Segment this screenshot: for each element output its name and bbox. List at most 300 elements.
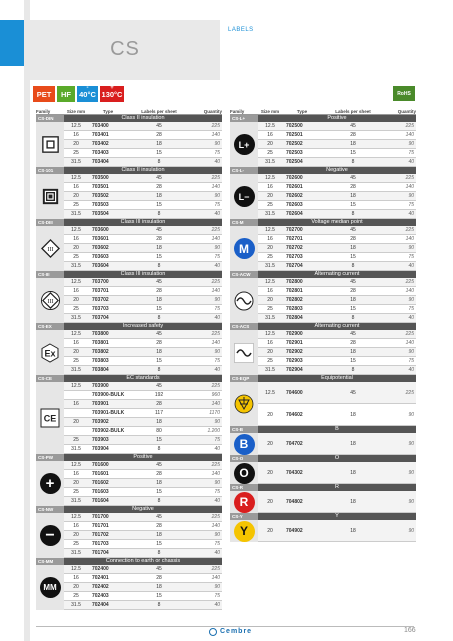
group-banner bbox=[36, 375, 222, 382]
size-cell: 25 bbox=[73, 254, 79, 260]
section-tab bbox=[0, 20, 24, 66]
group-banner bbox=[36, 167, 222, 174]
size-cell: 12.5 bbox=[265, 227, 275, 233]
type-cell: 703800 bbox=[92, 331, 109, 337]
size-cell: 20 bbox=[73, 297, 79, 303]
quantity-cell: 140 bbox=[211, 236, 220, 242]
type-cell: 702702 bbox=[286, 245, 303, 251]
family-code: CS-101 bbox=[36, 167, 64, 174]
labels-cell: 15 bbox=[350, 254, 356, 260]
size-cell: 16 bbox=[73, 471, 79, 477]
type-cell: 702503 bbox=[286, 150, 303, 156]
product-group bbox=[36, 323, 222, 375]
quantity-cell: 90 bbox=[214, 349, 220, 355]
type-cell: 703703 bbox=[92, 306, 109, 312]
group-banner bbox=[36, 323, 222, 330]
quantity-cell: 90 bbox=[214, 480, 220, 486]
labels-cell: 18 bbox=[156, 349, 162, 355]
quantity-cell: 140 bbox=[405, 132, 414, 138]
family-code: CS-NW bbox=[36, 506, 64, 513]
type-cell: 702802 bbox=[286, 297, 303, 303]
table-row bbox=[64, 149, 222, 158]
quantity-cell: 75 bbox=[408, 202, 414, 208]
type-cell: 703901 bbox=[92, 401, 109, 407]
quantity-cell: 225 bbox=[211, 462, 220, 468]
labels-cell: 18 bbox=[350, 440, 356, 447]
type-cell: 702404 bbox=[92, 602, 109, 608]
svg-text:CE: CE bbox=[43, 413, 57, 424]
labels-cell: 45 bbox=[156, 175, 162, 181]
size-cell: 16 bbox=[267, 288, 273, 294]
table-row bbox=[258, 210, 416, 219]
quantity-cell: 140 bbox=[405, 288, 414, 294]
table-row bbox=[64, 418, 222, 427]
group-banner bbox=[36, 219, 222, 226]
size-cell: 31.5 bbox=[71, 367, 81, 373]
size-cell: 25 bbox=[73, 437, 79, 443]
quantity-cell: 225 bbox=[211, 175, 220, 181]
labels-cell: 18 bbox=[350, 527, 356, 534]
group-banner bbox=[36, 115, 222, 122]
family-code: CS-III bbox=[36, 271, 64, 278]
type-cell: 702600 bbox=[286, 175, 303, 181]
labels-cell: 28 bbox=[350, 132, 356, 138]
table-row bbox=[64, 409, 222, 418]
type-cell: 702701 bbox=[286, 236, 303, 242]
quantity-cell: 140 bbox=[211, 523, 220, 529]
group-title: EC standards bbox=[64, 375, 222, 382]
size-cell: 12.5 bbox=[71, 175, 81, 181]
size-cell: 16 bbox=[73, 523, 79, 529]
group-title: Class III insulation bbox=[64, 219, 222, 226]
table-row bbox=[64, 262, 222, 271]
size-cell: 16 bbox=[267, 236, 273, 242]
table-row bbox=[258, 366, 416, 375]
quantity-cell: 225 bbox=[405, 331, 414, 337]
size-cell: 20 bbox=[267, 193, 273, 199]
type-cell: 703600 bbox=[92, 227, 109, 233]
family-code: CS-B bbox=[230, 426, 258, 433]
table-row bbox=[64, 296, 222, 305]
cembre-logo-icon bbox=[209, 628, 217, 636]
type-cell: 701603 bbox=[92, 489, 109, 495]
labels-cell: 8 bbox=[351, 367, 355, 373]
quantity-cell: 40 bbox=[214, 367, 220, 373]
group-title: Increased safety bbox=[64, 323, 222, 330]
quantity-cell: 40 bbox=[408, 315, 414, 321]
table-row bbox=[258, 192, 416, 201]
size-cell: 12.5 bbox=[265, 331, 275, 337]
size-cell: 20 bbox=[73, 245, 79, 251]
quantity-cell: 90 bbox=[408, 527, 414, 534]
type-cell: 702602 bbox=[286, 193, 303, 199]
product-group bbox=[230, 219, 416, 271]
table-header bbox=[230, 108, 416, 115]
quantity-cell: 90 bbox=[214, 141, 220, 147]
table-row bbox=[258, 122, 416, 131]
diamond-iii-filled-icon bbox=[41, 291, 60, 310]
table-row bbox=[258, 520, 416, 542]
header-size: Size mm bbox=[260, 108, 280, 114]
labels-cell: 45 bbox=[156, 514, 162, 520]
labels-cell: 45 bbox=[350, 389, 356, 396]
size-cell: 16 bbox=[73, 575, 79, 581]
type-cell: 702801 bbox=[286, 288, 303, 294]
group-banner bbox=[36, 454, 222, 461]
quantity-cell: 140 bbox=[405, 236, 414, 242]
hf-badge: HF bbox=[57, 86, 75, 102]
size-cell: 20 bbox=[267, 141, 273, 147]
quantity-cell: 140 bbox=[211, 340, 220, 346]
family-code: CS-ACS bbox=[230, 323, 258, 330]
table-row bbox=[64, 253, 222, 262]
family-code: CS-M bbox=[230, 219, 258, 226]
table-row bbox=[258, 287, 416, 296]
labels-cell: 18 bbox=[156, 141, 162, 147]
quantity-cell: 40 bbox=[408, 367, 414, 373]
cold-sign: - bbox=[86, 85, 89, 91]
header-family: Family bbox=[230, 108, 245, 114]
header-type: Type bbox=[102, 108, 114, 114]
quantity-cell: 225 bbox=[405, 123, 414, 129]
quantity-cell: 225 bbox=[211, 279, 220, 285]
size-cell: 31.5 bbox=[265, 159, 275, 165]
size-cell: 25 bbox=[73, 593, 79, 599]
product-group bbox=[36, 115, 222, 167]
product-group bbox=[36, 167, 222, 219]
type-cell: 701703 bbox=[92, 541, 109, 547]
plus-circle-icon: + bbox=[40, 473, 61, 494]
size-cell: 16 bbox=[73, 184, 79, 190]
size-cell: 20 bbox=[73, 584, 79, 590]
group-title: B bbox=[258, 426, 416, 433]
labels-cell: 18 bbox=[156, 419, 162, 425]
type-cell: 702603 bbox=[286, 202, 303, 208]
size-cell: 31.5 bbox=[71, 498, 81, 504]
type-cell: 701704 bbox=[92, 550, 109, 556]
labels-cell: 18 bbox=[350, 498, 356, 505]
product-group bbox=[230, 115, 416, 167]
group-title: Class II insulation bbox=[64, 167, 222, 174]
minus-circle-icon: − bbox=[40, 525, 61, 546]
group-banner bbox=[230, 167, 416, 174]
group-title: Positive bbox=[64, 454, 222, 461]
family-code: CS-CE bbox=[36, 375, 64, 382]
size-cell: 12.5 bbox=[71, 383, 81, 389]
labels-cell: 28 bbox=[156, 523, 162, 529]
labels-cell: 8 bbox=[157, 263, 161, 269]
size-cell: 31.5 bbox=[265, 367, 275, 373]
left-table bbox=[36, 108, 222, 610]
table-row bbox=[64, 549, 222, 558]
table-row bbox=[64, 287, 222, 296]
cold-temp-badge bbox=[77, 86, 98, 102]
size-cell: 25 bbox=[73, 358, 79, 364]
table-row bbox=[64, 122, 222, 131]
size-cell: 31.5 bbox=[71, 263, 81, 269]
type-cell: 703802 bbox=[92, 349, 109, 355]
group-title: Alternating current bbox=[258, 271, 416, 278]
table-row bbox=[258, 244, 416, 253]
type-cell: 702601 bbox=[286, 184, 303, 190]
table-row bbox=[258, 253, 416, 262]
table-row bbox=[64, 201, 222, 210]
labels-cell: 28 bbox=[156, 471, 162, 477]
pet-badge: PET bbox=[33, 86, 55, 102]
labels-cell: 28 bbox=[350, 288, 356, 294]
b-circle-icon: B bbox=[234, 434, 255, 455]
group-banner bbox=[230, 219, 416, 226]
quantity-cell: 225 bbox=[405, 227, 414, 233]
group-banner bbox=[230, 513, 416, 520]
table-row bbox=[258, 201, 416, 210]
header-labels: Labels per sheet bbox=[141, 108, 177, 114]
type-cell: 702400 bbox=[92, 566, 109, 572]
labels-cell: 45 bbox=[156, 227, 162, 233]
labels-cell: 8 bbox=[157, 315, 161, 321]
material-badges bbox=[33, 86, 124, 102]
table-row bbox=[64, 488, 222, 497]
product-group bbox=[230, 167, 416, 219]
type-cell: 703900 bbox=[92, 383, 109, 389]
quantity-cell: 90 bbox=[214, 297, 220, 303]
product-group bbox=[230, 375, 416, 426]
labels-cell: 18 bbox=[156, 297, 162, 303]
type-cell: 703702 bbox=[92, 297, 109, 303]
quantity-cell: 140 bbox=[405, 184, 414, 190]
quantity-cell: 1.200 bbox=[207, 428, 220, 434]
title-box bbox=[30, 20, 220, 80]
quantity-cell: 75 bbox=[408, 254, 414, 260]
type-cell: 702403 bbox=[92, 593, 109, 599]
quantity-cell: 140 bbox=[211, 132, 220, 138]
table-row bbox=[64, 366, 222, 375]
symbol-cell bbox=[230, 520, 258, 542]
table-row bbox=[64, 183, 222, 192]
type-cell: 701602 bbox=[92, 480, 109, 486]
group-title: Alternating current bbox=[258, 323, 416, 330]
product-group bbox=[36, 375, 222, 454]
size-cell: 25 bbox=[73, 150, 79, 156]
labels-cell: 45 bbox=[350, 279, 356, 285]
family-code: CS-PW bbox=[36, 454, 64, 461]
svg-text:Ex: Ex bbox=[44, 348, 56, 358]
type-cell: 703401 bbox=[92, 132, 109, 138]
quantity-cell: 75 bbox=[408, 306, 414, 312]
table-row bbox=[64, 382, 222, 391]
group-banner bbox=[230, 271, 416, 278]
size-cell: 31.5 bbox=[265, 211, 275, 217]
labels-cell: 15 bbox=[156, 150, 162, 156]
labels-cell: 28 bbox=[156, 288, 162, 294]
labels-cell: 8 bbox=[351, 211, 355, 217]
hot-temp-label: 130°C bbox=[101, 89, 123, 99]
double-square-icon bbox=[42, 136, 59, 153]
quantity-cell: 75 bbox=[214, 202, 220, 208]
labels-cell: 15 bbox=[156, 254, 162, 260]
type-cell: 704600 bbox=[286, 389, 303, 396]
family-code: CS-ACW bbox=[230, 271, 258, 278]
table-row bbox=[64, 513, 222, 522]
quantity-cell: 40 bbox=[214, 211, 220, 217]
symbol-cell bbox=[36, 461, 64, 506]
size-cell: 25 bbox=[267, 306, 273, 312]
size-cell: 25 bbox=[267, 358, 273, 364]
symbol-cell bbox=[230, 122, 258, 167]
group-banner bbox=[230, 323, 416, 330]
labels-cell: 18 bbox=[156, 532, 162, 538]
size-cell: 20 bbox=[267, 527, 273, 534]
side-strip bbox=[24, 0, 30, 641]
quantity-cell: 225 bbox=[211, 331, 220, 337]
size-cell: 12.5 bbox=[71, 514, 81, 520]
labels-cell: 18 bbox=[156, 480, 162, 486]
labels-cell: 45 bbox=[156, 566, 162, 572]
quantity-cell: 40 bbox=[408, 211, 414, 217]
labels-cell: 8 bbox=[157, 550, 161, 556]
type-cell: 701601 bbox=[92, 471, 109, 477]
quantity-cell: 140 bbox=[211, 471, 220, 477]
svg-text:III: III bbox=[46, 246, 54, 253]
labels-cell: 45 bbox=[156, 123, 162, 129]
table-row bbox=[64, 391, 222, 400]
labels-cell: 28 bbox=[350, 236, 356, 242]
equipotential-icon bbox=[234, 394, 254, 414]
quantity-cell: 40 bbox=[214, 498, 220, 504]
labels-cell: 45 bbox=[156, 462, 162, 468]
group-title: R bbox=[258, 484, 416, 491]
type-cell: 702903 bbox=[286, 358, 303, 364]
ac-wave-filled-icon bbox=[234, 343, 254, 363]
quantity-cell: 225 bbox=[405, 279, 414, 285]
labels-cell: 80 bbox=[156, 428, 162, 434]
labels-cell: 45 bbox=[350, 175, 356, 181]
table-row bbox=[64, 357, 222, 366]
quantity-cell: 90 bbox=[408, 245, 414, 251]
table-row bbox=[258, 404, 416, 426]
product-group bbox=[36, 506, 222, 558]
type-cell: 703902-BULK bbox=[92, 428, 125, 434]
header-quantity: Quantity bbox=[397, 108, 416, 114]
table-row bbox=[258, 330, 416, 339]
table-row bbox=[258, 462, 416, 484]
quantity-cell: 90 bbox=[214, 419, 220, 425]
quantity-cell: 1170 bbox=[209, 410, 220, 416]
labels-cell: 15 bbox=[350, 202, 356, 208]
type-cell: 703903 bbox=[92, 437, 109, 443]
symbol-cell bbox=[230, 330, 258, 375]
type-cell: 702803 bbox=[286, 306, 303, 312]
table-row bbox=[258, 357, 416, 366]
type-cell: 702904 bbox=[286, 367, 303, 373]
table-row bbox=[258, 296, 416, 305]
table-row bbox=[258, 278, 416, 287]
quantity-cell: 40 bbox=[214, 550, 220, 556]
size-cell: 31.5 bbox=[71, 446, 81, 452]
size-cell: 20 bbox=[73, 480, 79, 486]
table-row bbox=[64, 305, 222, 314]
size-cell: 12.5 bbox=[71, 331, 81, 337]
table-row bbox=[64, 479, 222, 488]
size-cell: 12.5 bbox=[265, 389, 275, 396]
type-cell: 703502 bbox=[92, 193, 109, 199]
group-banner bbox=[36, 506, 222, 513]
group-title: Voltage median point bbox=[258, 219, 416, 226]
quantity-cell: 75 bbox=[214, 358, 220, 364]
labels-cell: 18 bbox=[156, 584, 162, 590]
table-row bbox=[258, 262, 416, 271]
type-cell: 703402 bbox=[92, 141, 109, 147]
quantity-cell: 90 bbox=[408, 411, 414, 418]
quantity-cell: 90 bbox=[408, 498, 414, 505]
header-family: Family bbox=[36, 108, 51, 114]
size-cell: 16 bbox=[267, 132, 273, 138]
quantity-cell: 75 bbox=[214, 254, 220, 260]
family-code: CS-DIN bbox=[36, 115, 64, 122]
labels-cell: 117 bbox=[155, 410, 163, 416]
size-cell: 20 bbox=[267, 469, 273, 476]
table-row bbox=[64, 131, 222, 140]
r-circle-icon: R bbox=[234, 492, 255, 513]
size-cell: 25 bbox=[73, 306, 79, 312]
m-circle-icon: M bbox=[234, 238, 255, 259]
product-group bbox=[36, 558, 222, 610]
labels-cell: 15 bbox=[350, 358, 356, 364]
table-row bbox=[64, 330, 222, 339]
type-cell: 702902 bbox=[286, 349, 303, 355]
table-row bbox=[64, 400, 222, 409]
size-cell: 16 bbox=[267, 340, 273, 346]
y-circle-icon: Y bbox=[234, 521, 255, 542]
table-row bbox=[64, 244, 222, 253]
table-row bbox=[64, 470, 222, 479]
labels-cell: 15 bbox=[350, 306, 356, 312]
symbol-cell bbox=[230, 382, 258, 426]
brand-name: Cembre bbox=[220, 628, 253, 635]
type-cell: 704302 bbox=[286, 469, 303, 476]
size-cell: 16 bbox=[73, 236, 79, 242]
type-cell: 704702 bbox=[286, 440, 303, 447]
quantity-cell: 90 bbox=[214, 245, 220, 251]
size-cell: 31.5 bbox=[71, 211, 81, 217]
type-cell: 702500 bbox=[286, 123, 303, 129]
table-row bbox=[258, 183, 416, 192]
group-title: Class III insulation bbox=[64, 271, 222, 278]
product-group bbox=[230, 513, 416, 542]
size-cell: 31.5 bbox=[265, 315, 275, 321]
table-row bbox=[64, 278, 222, 287]
type-cell: 703704 bbox=[92, 315, 109, 321]
size-cell: 12.5 bbox=[265, 279, 275, 285]
type-cell: 703701 bbox=[92, 288, 109, 294]
size-cell: 31.5 bbox=[71, 315, 81, 321]
quantity-cell: 90 bbox=[408, 193, 414, 199]
size-cell: 20 bbox=[267, 440, 273, 447]
group-banner bbox=[230, 455, 416, 462]
table-row bbox=[258, 305, 416, 314]
type-cell: 703604 bbox=[92, 263, 109, 269]
table-row bbox=[258, 491, 416, 513]
size-cell: 20 bbox=[267, 411, 273, 418]
labels-cell: 192 bbox=[154, 392, 164, 398]
size-cell: 25 bbox=[73, 202, 79, 208]
group-title: Class II insulation bbox=[64, 115, 222, 122]
group-banner bbox=[230, 426, 416, 433]
header-type: Type bbox=[296, 108, 308, 114]
size-cell: 31.5 bbox=[71, 550, 81, 556]
type-cell: 702704 bbox=[286, 263, 303, 269]
hot-temp-badge bbox=[100, 86, 124, 102]
